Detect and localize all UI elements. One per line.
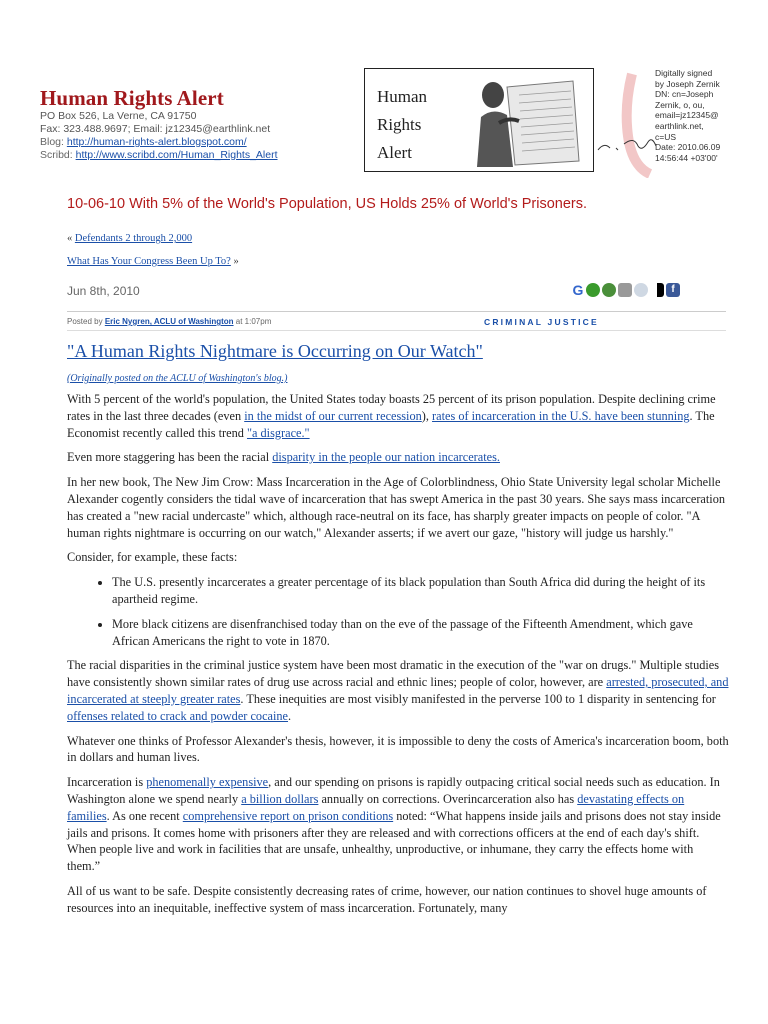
- paragraph: In her new book, The New Jim Crow: Mass Incarceration in the Age of Colorblindness, Ohio State University legal scholar Michelle Alexander cogently considers the tidal wave of incarceration that has swept America in the past 30 years. She says mass incarceration has created a "new racial undercaste" which, although race-neutral on its face, has sharply greater impacts on people of color. "A human rights nightmare is occurring on our watch," Alexander asserts; if we avert our gaze, "history will judge us harshly.": [67, 475, 725, 540]
- paragraph: The racial disparities in the criminal justice system have been most dramatic in the execution of the "war on drugs." Multiple studies have consistently shown similar rates of drug use across racial and ethnic lines; people of color, however, are arrested, prosecuted, and incarcerated at steeply greater rates. These inequities are most visibly manifested in the perverse 100 to 1 disparity in sentencing for offenses related to crack and powder cocaine.: [67, 658, 729, 723]
- logo-line: Rights: [377, 115, 422, 134]
- post-date: Jun 8th, 2010: [67, 284, 140, 298]
- fax-email: Fax: 323.488.9697; Email: jz12345@earthlink.net: [40, 123, 271, 135]
- crack-cocaine-link[interactable]: offenses related to crack and powder cocaine: [67, 708, 289, 723]
- arrested-link[interactable]: arrested, prosecuted, and incarcerated at steeply greater rates: [67, 675, 729, 706]
- reddit-icon[interactable]: [634, 283, 648, 297]
- google-icon[interactable]: G: [572, 282, 584, 298]
- logo-figure-icon: [463, 73, 585, 167]
- sig-line: earthlink.net,: [655, 120, 704, 131]
- posted-prefix: Posted by: [67, 317, 105, 326]
- posted-by: [67, 317, 271, 326]
- category-link[interactable]: CRIMINAL JUSTICE: [484, 317, 599, 327]
- author-link[interactable]: Eric Nygren, ACLU of Washington: [104, 317, 234, 326]
- prev-post-link[interactable]: Defendants 2 through 2,000: [74, 233, 193, 244]
- share-icons: [572, 281, 680, 299]
- sig-line: Date: 2010.06.09: [655, 142, 721, 153]
- blog-line: [40, 136, 278, 149]
- divider: [67, 330, 726, 331]
- expensive-link[interactable]: phenomenally expensive: [146, 775, 269, 790]
- next-post-nav: [67, 256, 239, 267]
- logo-line: Human: [377, 87, 428, 106]
- digital-signature-text: [655, 68, 720, 163]
- blog-link[interactable]: http://human-rights-alert.blogspot.com/: [66, 136, 247, 148]
- paragraph: Incarceration is phenomenally expensive, and our spending on prisons is rapidly outpacing critical social needs such as education. In Washington alone we spend nearly a billion dollars annually on corrections. Overincarceration also has devastating effects on families. As one recent comprehensive report on prison conditions noted: “What happens inside jails and prisons does not stay inside jails and prisons. It comes home with prisoners after they are released and with corrections officers at the end of each day's shift. When people live and work in facilities that are unsafe, unhealthy, unproductive, or inhumane, they carry the effects home with them.”: [67, 775, 721, 874]
- paragraph: All of us want to be safe. Despite consistently decreasing rates of crime, however, our nation continues to shovel huge amounts of resources into an inequitable, ineffective system of mass incarceration. Fortunately, many: [67, 883, 707, 915]
- sig-line: DN: cn=Joseph: [655, 89, 714, 100]
- list-item: • The U.S. presently incarcerates a greater percentage of its black population than South Africa did during the height of its apartheid regime.: [112, 574, 729, 608]
- logo-text: [377, 83, 427, 167]
- sig-line: Zernik, o, ou,: [655, 99, 705, 110]
- facebook-icon[interactable]: f: [666, 283, 680, 297]
- scribd-line: [40, 149, 278, 162]
- families-link[interactable]: devastating effects on families: [67, 791, 685, 823]
- delicious-icon[interactable]: [618, 283, 632, 297]
- list-item: • More black citizens are disenfranchised today than on the eve of the passage of the Fifteenth Amendment, which gave African Americans the right to vote in 1870.: [112, 616, 729, 650]
- contact-block: [40, 110, 278, 162]
- prison-report-link[interactable]: comprehensive report on prison conditions: [182, 808, 394, 823]
- sig-line: 14:56:44 +03'00': [655, 152, 718, 163]
- post-time: at 1:07pm: [233, 317, 272, 326]
- article-body: [67, 391, 729, 925]
- paragraph: Even more staggering has been the racial disparity in the people our nation incarcerates.: [67, 450, 500, 465]
- digg-icon[interactable]: [586, 283, 600, 297]
- blog-label: Blog:: [40, 136, 64, 148]
- scribd-label: Scribd:: [40, 149, 73, 161]
- logo: [364, 68, 594, 172]
- prev-post-nav: [67, 233, 192, 244]
- sig-line: by Joseph Zernik: [655, 78, 720, 89]
- sig-line: Digitally signed: [655, 68, 713, 78]
- scribd-link[interactable]: http://www.scribd.com/Human_Rights_Alert: [75, 149, 278, 161]
- paragraph: With 5 percent of the world's population, the United States today boasts 25 percent of its prison population. Despite declining crime rates in the last three decades (even in the midst of our current recession), rates of incarceration in the U.S. have been stunning. The Economist recently called this trend "a disgrace.": [67, 392, 716, 440]
- stumble-icon[interactable]: [602, 283, 616, 297]
- disgrace-link[interactable]: "a disgrace.": [246, 425, 310, 440]
- del-icon[interactable]: [650, 283, 664, 297]
- prev-prefix: «: [67, 233, 75, 244]
- disparity-link[interactable]: disparity in the people our nation incarcerates.: [272, 450, 500, 465]
- sig-line: c=US: [655, 131, 677, 142]
- paragraph: Consider, for example, these facts:: [67, 550, 238, 565]
- recession-link[interactable]: in the midst of our current recession: [244, 408, 422, 423]
- divider: [67, 311, 726, 312]
- billion-dollars-link[interactable]: a billion dollars: [241, 791, 319, 806]
- org-title: Human Rights Alert: [40, 86, 224, 110]
- paragraph: Whatever one thinks of Professor Alexander's thesis, however, it is impossible to deny the costs of America's incarceration boom, both in dollars and human lives.: [67, 733, 729, 765]
- next-post-link[interactable]: What Has Your Congress Been Up To?: [67, 256, 231, 267]
- article-title[interactable]: "A Human Rights Nightmare is Occurring on Our Watch": [67, 341, 483, 361]
- logo-line: Alert: [377, 143, 412, 162]
- facts-list: [67, 574, 729, 649]
- incarceration-rates-link[interactable]: rates of incarceration in the U.S. have been stunning: [432, 408, 690, 423]
- document-headline: 10-06-10 With 5% of the World's Population, US Holds 25% of World's Prisoners.: [67, 196, 587, 212]
- next-suffix: »: [230, 256, 239, 267]
- original-source-link[interactable]: (Originally posted on the ACLU of Washington's blog.): [67, 373, 288, 384]
- address: PO Box 526, La Verne, CA 91750: [40, 110, 197, 122]
- sig-line: email=jz12345@: [655, 110, 719, 121]
